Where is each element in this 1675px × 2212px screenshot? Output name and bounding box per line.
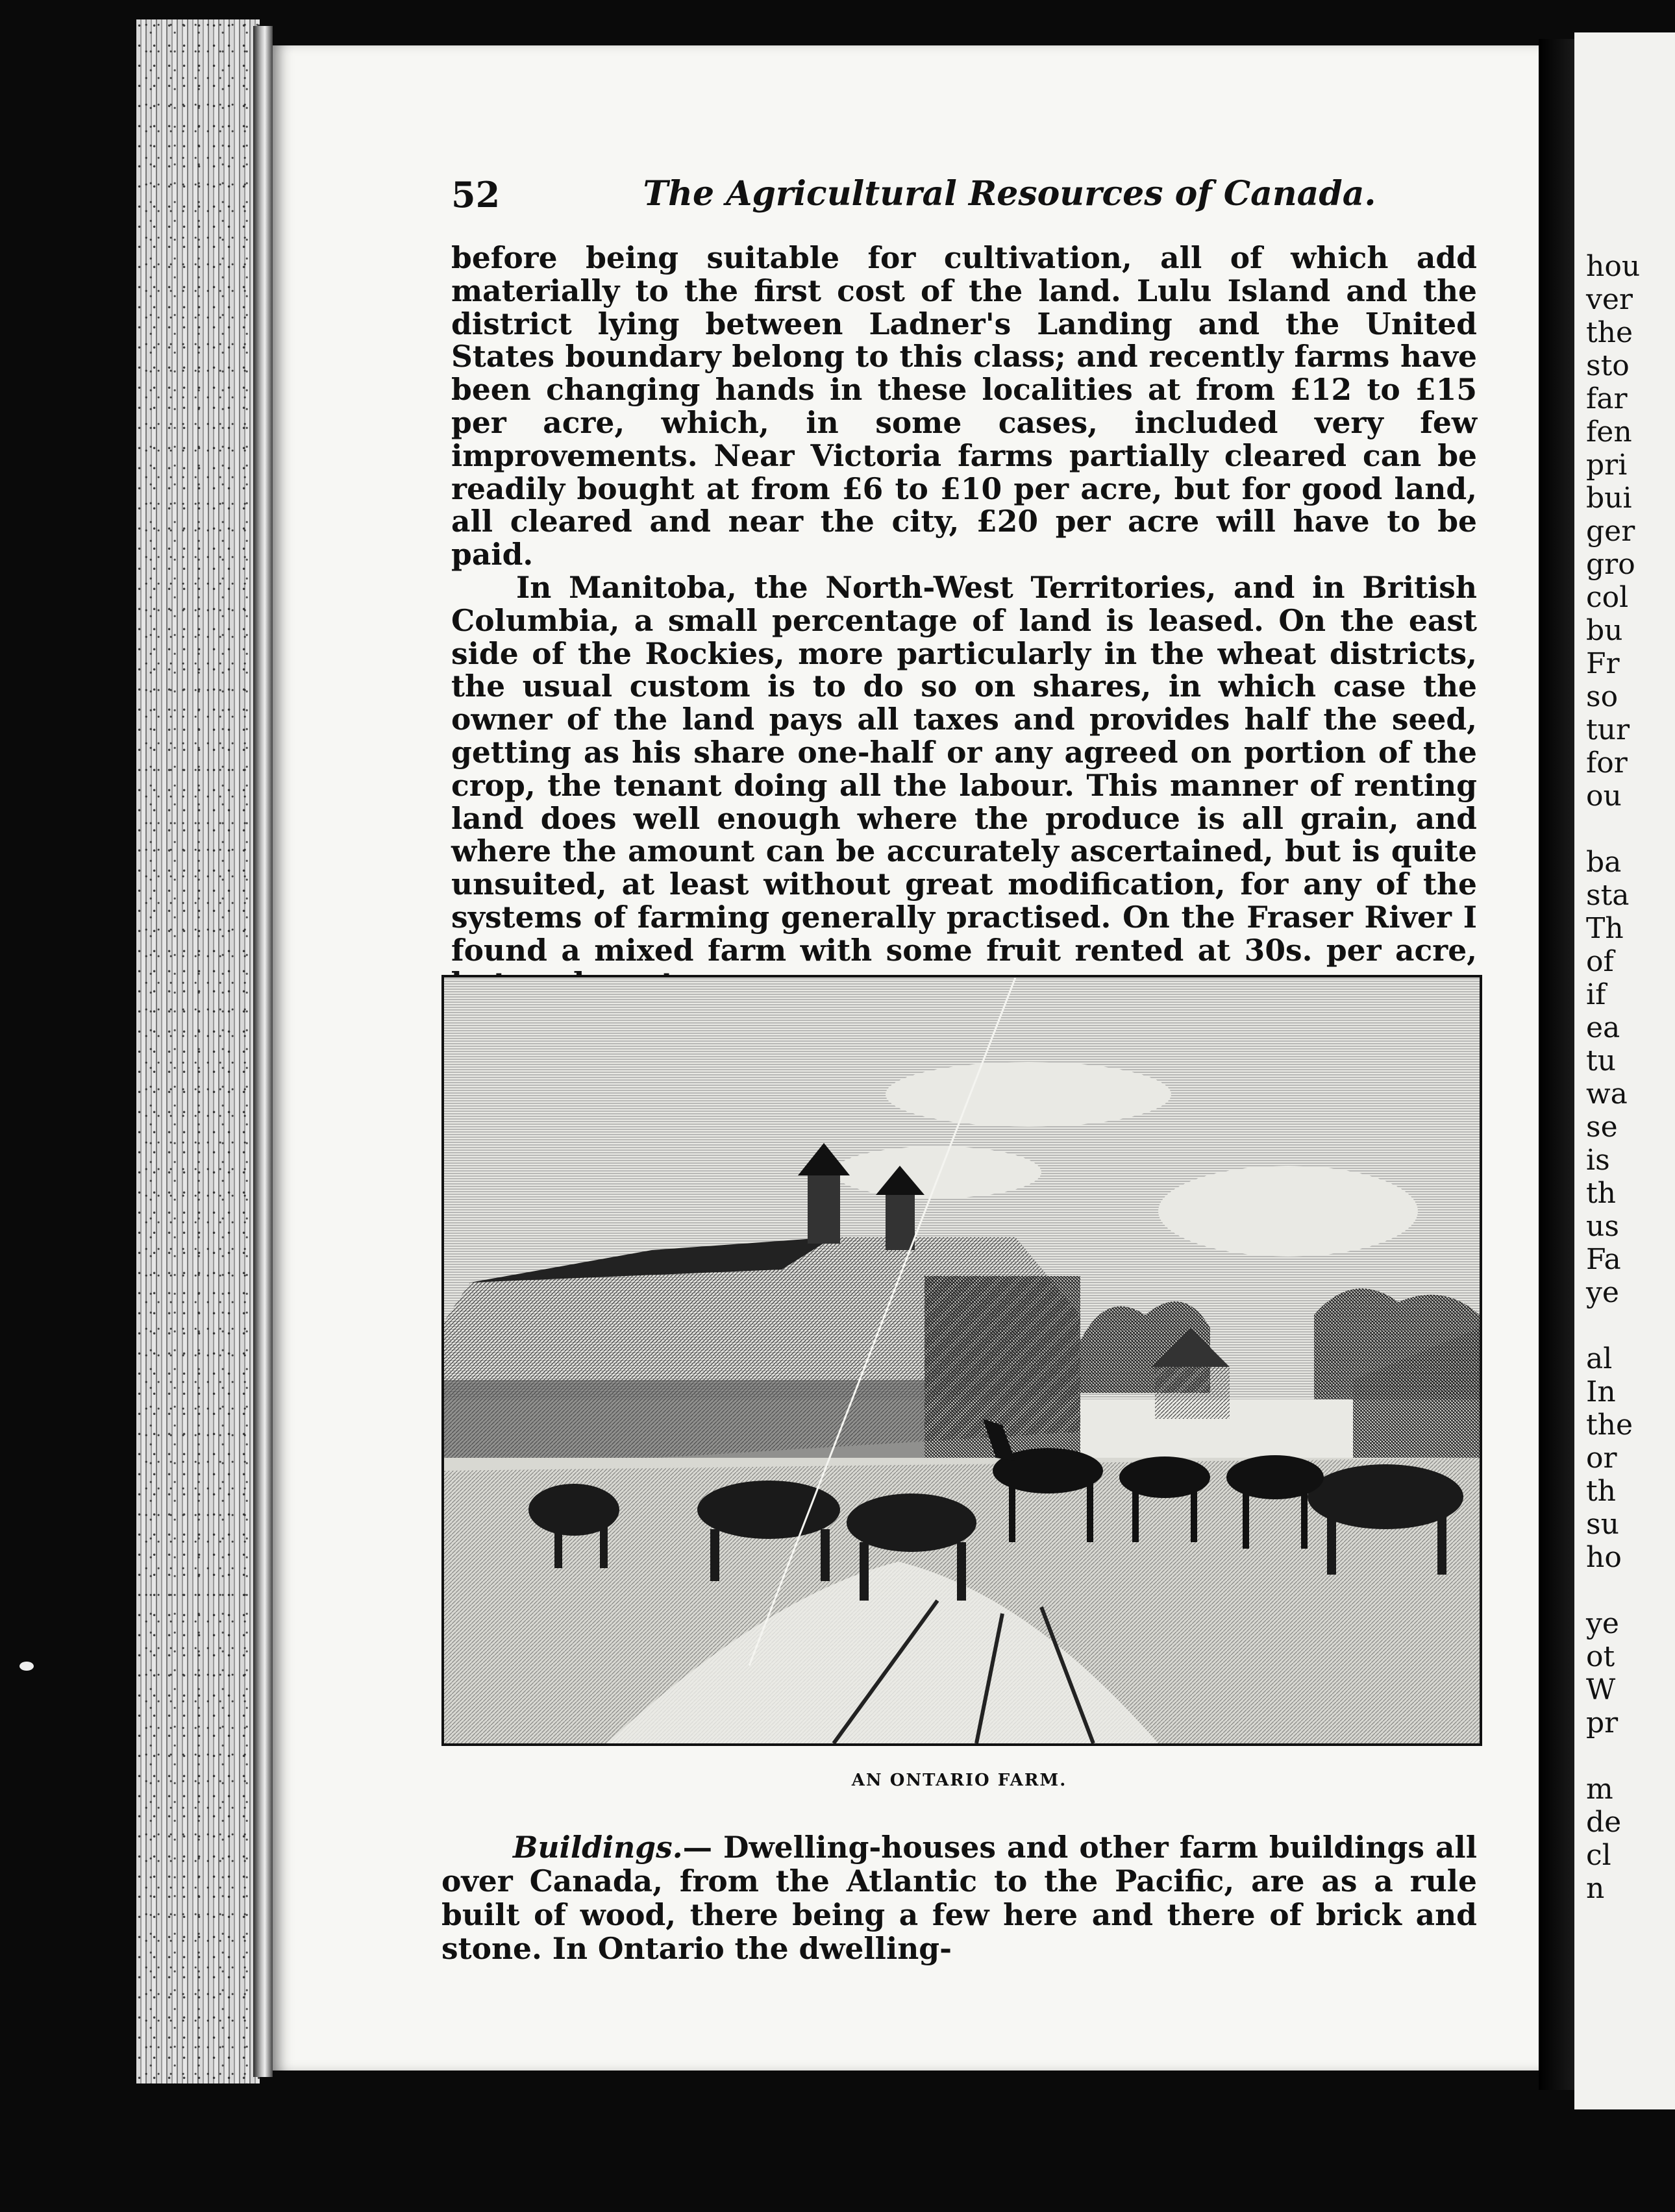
facing-page-fragment: cl (1586, 1839, 1611, 1872)
facing-page-fragment: th (1586, 1177, 1617, 1210)
facing-page-fragment: m (1586, 1773, 1613, 1806)
facing-page-fragment: is (1586, 1144, 1610, 1177)
facing-page-fragment: tur (1586, 713, 1630, 746)
facing-page-fragment: gro (1586, 548, 1635, 581)
facing-page-fragment: col (1586, 581, 1629, 614)
buildings-text: — Dwelling-houses and other farm buildings all over Canada, from the Atlantic to the Pacific, are as a rule built of wood, there being a few here and there of brick and stone. In Ontario the dwelling- (441, 1830, 1477, 1966)
cloud (1158, 1166, 1418, 1257)
facing-page-fragment: us (1586, 1210, 1619, 1243)
facing-page-fragment: ye (1586, 1276, 1619, 1309)
cloud (834, 1146, 1041, 1198)
facing-page-fragment: the (1586, 1408, 1633, 1442)
facing-page-fragment: bu (1586, 614, 1623, 647)
facing-page-fragment: al (1586, 1342, 1613, 1375)
ontario-farm-engraving (441, 975, 1482, 1746)
running-title: The Agricultural Resources of Canada. (643, 174, 1376, 214)
facing-page-fragment: for (1586, 746, 1628, 780)
facing-page-fragment: ho (1586, 1541, 1622, 1574)
facing-page-fragment: wa (1586, 1077, 1628, 1111)
book-gutter (1539, 39, 1574, 2090)
facing-page-fragment: sto (1586, 349, 1630, 382)
body-text-top (451, 241, 1477, 1000)
facing-page-fragment: so (1586, 680, 1619, 713)
facing-page-fragment: ger (1586, 515, 1635, 548)
facing-page-fragment: Fr (1586, 647, 1620, 680)
figure-caption: AN ONTARIO FARM. (851, 1771, 1067, 1790)
facing-page-fragment: W (1586, 1673, 1616, 1706)
facing-page-fragment: of (1586, 945, 1614, 978)
paragraph-buildings (441, 1830, 1477, 1965)
facing-page-fragment: th (1586, 1475, 1617, 1508)
facing-page-fragment: sta (1586, 879, 1630, 912)
facing-page-fragment: n (1586, 1872, 1605, 1905)
cupola (886, 1192, 915, 1250)
cloud (886, 1062, 1171, 1127)
facing-page-fragment: or (1586, 1442, 1617, 1475)
run-in-heading: Buildings. (513, 1830, 683, 1865)
paragraph-land-prices: before being suitable for cultivation, all of which add materially to the first cost of the land. Lulu Island and the district lying between Ladner's Landing and the United States boundary belong to this class; and recently farms have been changing hands in these localities at from £12 to £15 per acre, which, in some cases, included very few improvements. Near Victoria farms partially cleared can be readily bought at from £6 to £10 per acre, but for good land, all cleared and near the city, £20 per acre will have to be paid. (451, 240, 1477, 572)
facing-page-fragment: ot (1586, 1640, 1615, 1673)
facing-page-fragment: tu (1586, 1044, 1617, 1077)
leasing-text: In Manitoba, the North-West Territories, and in British Columbia, a small percentage of land is leased. On the east side of the Rockies, more particularly in the wheat districts, the usual custom is to do so on shares, in which case the owner of the land pays all taxes and provides half the seed, getting as his share one-half or any agreed on portion of the crop, the tenant doing all the labour. This manner of renting land does well enough where the produce is all grain, and where the amount can be accurately ascertained, but is quite unsuited, at least without great modification, for any of the systems of farming generally practised. On the Fraser River I found a mixed farm with some fruit rented at 30s. per acre, (451, 569, 1477, 968)
facing-page-fragment: Th (1586, 912, 1624, 945)
facing-page-fragment: ver (1586, 283, 1633, 316)
facing-page-fragment: Fa (1586, 1243, 1621, 1276)
facing-page-fragment: su (1586, 1508, 1619, 1541)
facing-page (1574, 32, 1675, 2109)
facing-page-fragment: if (1586, 978, 1606, 1011)
facing-page-fragment: pr (1586, 1706, 1619, 1739)
facing-page-fragment: In (1586, 1375, 1616, 1408)
paragraph-leasing (451, 571, 1477, 1000)
facing-page-fragment: de (1586, 1806, 1622, 1839)
facing-page-fragment: pri (1586, 449, 1628, 482)
page-number: 52 (451, 174, 501, 215)
facing-page-fragment: ye (1586, 1607, 1619, 1640)
facing-page-fragment: bui (1586, 482, 1632, 515)
cupola (808, 1172, 840, 1244)
book-page-edges (136, 19, 260, 2083)
farm-illustration (444, 977, 1480, 1743)
facing-page-fragment: se (1586, 1111, 1618, 1144)
running-head (451, 174, 1477, 219)
facing-page-fragment: ea (1586, 1011, 1620, 1044)
house (1155, 1367, 1230, 1419)
stone-foundation (444, 1380, 924, 1471)
facing-page-fragment: fen (1586, 415, 1632, 449)
facing-page-fragment: far (1586, 382, 1628, 415)
facing-page-fragment: the (1586, 316, 1633, 349)
facing-page-fragment: hou (1586, 250, 1641, 283)
scan-speck (19, 1662, 34, 1671)
facing-page-fragment: ou (1586, 780, 1622, 813)
facing-page-fragment: ba (1586, 846, 1622, 879)
book-binding (253, 26, 273, 2077)
body-text-bottom (441, 1830, 1477, 1965)
